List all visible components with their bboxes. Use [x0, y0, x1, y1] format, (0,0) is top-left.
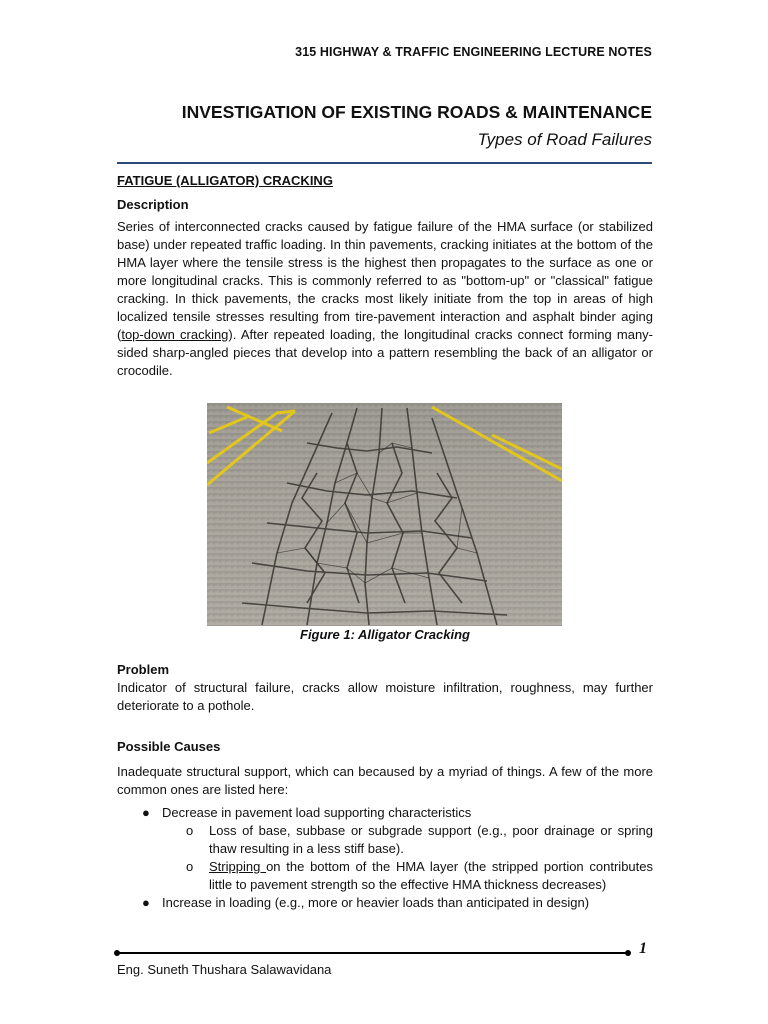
bullet-icon: ●: [142, 895, 150, 910]
list-item-text: Decrease in pavement load supporting characteristics: [162, 805, 472, 820]
sub-list-item: [117, 858, 653, 894]
list-item: [117, 804, 653, 822]
problem-heading: Problem: [117, 662, 170, 677]
footer-author: Eng. Suneth Thushara Salawavidana: [117, 962, 332, 977]
list-item: [117, 894, 653, 912]
page-number: 1: [639, 940, 647, 957]
figure-caption: Figure 1: Alligator Cracking: [300, 627, 470, 642]
description-paragraph: [117, 218, 653, 380]
list-item-text: Increase in loading (e.g., more or heavier loads than anticipated in design): [162, 895, 590, 910]
problem-paragraph: Indicator of structural failure, cracks allow moisture infiltration, roughness, may further deteriorate to a pothole.: [117, 680, 653, 713]
sub-list-item-text: Loss of base, subbase or subgrade support (e.g., poor drainage or spring thaw resulting in a less stiff base).: [209, 823, 653, 856]
alligator-cracking-photo: [207, 403, 562, 626]
running-header: 315 HIGHWAY & TRAFFIC ENGINEERING LECTURE NOTES: [295, 45, 652, 59]
circle-bullet-icon: o: [186, 859, 194, 874]
sub-list-item-text: on the bottom of the HMA layer (the stripped portion contributes little to pavement strength so the effective HMA thickness decreases): [209, 859, 653, 892]
description-text-part1: Series of interconnected cracks caused by fatigue failure of the HMA surface (or stabilized base) under repeated traffic loading. In thin pavements, cracking initiates at the bottom of the HMA layer where the tensile stress is the highest then propagates to the surface as one or more longitudinal cracks. This is commonly referred to as "bottom-up" or "classical" fatigue cracking. In thick pavements, the cracks most likely initiate from the top in areas of high localized tensile stresses resulting from tire-pavement interaction and asphalt binder aging (: [117, 219, 653, 342]
divider-endpoint: [625, 950, 631, 956]
causes-paragraph: Inadequate structural support, which can becaused by a myriad of things. A few of the more common ones are listed here:: [117, 764, 653, 797]
section-heading: FATIGUE (ALLIGATOR) CRACKING: [117, 173, 333, 188]
stripping-link[interactable]: Stripping: [209, 859, 267, 874]
divider-endpoint: [114, 950, 120, 956]
footer-divider: [117, 952, 628, 954]
description-heading: Description: [117, 197, 189, 212]
title-divider: [117, 162, 652, 164]
circle-bullet-icon: o: [186, 823, 194, 838]
page-title: INVESTIGATION OF EXISTING ROADS & MAINTENANCE: [181, 102, 652, 122]
page-subtitle: Types of Road Failures: [477, 130, 652, 149]
description-text-part2: ). After repeated loading, the longitudinal cracks connect forming many-sided sharp-angled pieces that develop into a pattern resembling the back of an alligator or crocodile.: [117, 327, 654, 378]
causes-heading: Possible Causes: [117, 739, 221, 754]
top-down-cracking-link[interactable]: top-down cracking: [121, 327, 229, 342]
bullet-icon: ●: [142, 805, 150, 820]
causes-list: [117, 804, 653, 912]
sub-list-item: [117, 822, 653, 858]
